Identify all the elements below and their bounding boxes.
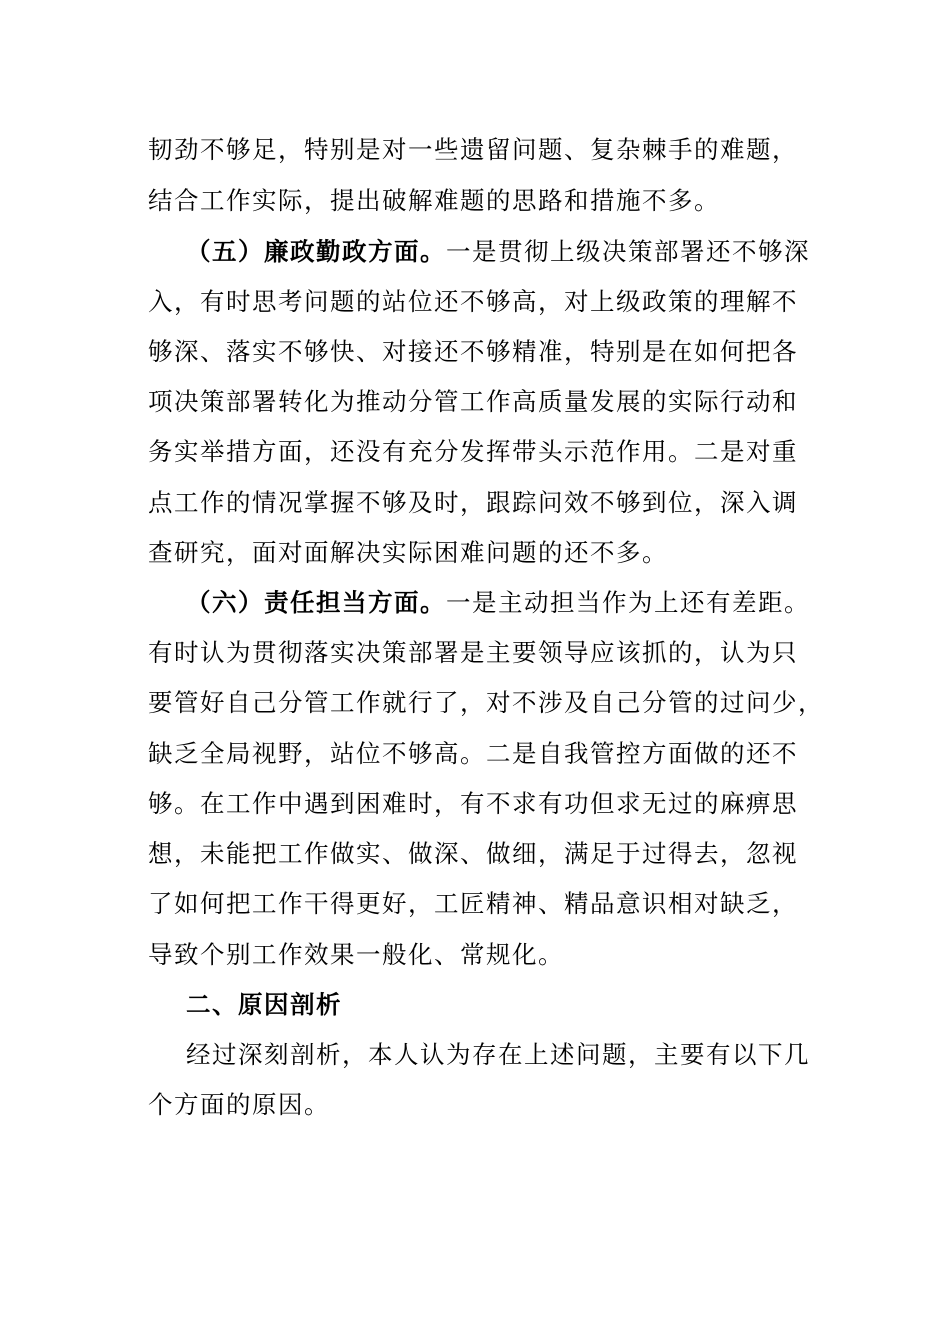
p2-line1-text: 一是贯彻上级决策部署还不够深 — [446, 237, 810, 266]
p2-line7: 查研究，面对面解决实际困难问题的还不多。 — [148, 538, 668, 567]
p2-line5: 务实举措方面，还没有充分发挥带头示范作用。二是对重 — [148, 437, 798, 466]
section-heading: 二、原因剖析 — [186, 990, 342, 1019]
p2-line6: 点工作的情况掌握不够及时，跟踪问效不够到位，深入调 — [148, 488, 798, 517]
p3-line7: 了如何把工作干得更好，工匠精神、精品意识相对缺乏， — [148, 889, 798, 918]
p2-line2: 入，有时思考问题的站位还不够高，对上级政策的理解不 — [148, 287, 798, 316]
p4-line1: 经过深刻剖析，本人认为存在上述问题，主要有以下几 — [186, 1040, 810, 1069]
p3-heading: （六）责任担当方面。 — [186, 588, 446, 617]
p3-line2: 有时认为贯彻落实决策部署是主要领导应该抓的，认为只 — [148, 638, 798, 667]
p3-line6: 想，未能把工作做实、做深、做细，满足于过得去，忽视 — [148, 839, 798, 868]
p3-line1-text: 一是主动担当作为上还有差距。 — [446, 588, 810, 617]
p2-line3: 够深、落实不够快、对接还不够精准，特别是在如何把各 — [148, 337, 798, 366]
p4-line2: 个方面的原因。 — [148, 1090, 330, 1119]
p2-line1 — [186, 237, 810, 267]
p2-line4: 项决策部署转化为推动分管工作高质量发展的实际行动和 — [148, 387, 798, 416]
p1-line2: 结合工作实际，提出破解难题的思路和措施不多。 — [148, 186, 720, 215]
p3-line5: 够。在工作中遇到困难时，有不求有功但求无过的麻痹思 — [148, 789, 798, 818]
p2-heading: （五）廉政勤政方面。 — [186, 237, 446, 266]
p3-line1 — [186, 588, 810, 618]
p3-line4: 缺乏全局视野，站位不够高。二是自我管控方面做的还不 — [148, 739, 798, 768]
p1-line1: 韧劲不够足，特别是对一些遗留问题、复杂棘手的难题， — [148, 135, 798, 164]
p3-line8: 导致个别工作效果一般化、常规化。 — [148, 940, 564, 969]
p3-line3: 要管好自己分管工作就行了，对不涉及自己分管的过问少， — [148, 688, 824, 717]
